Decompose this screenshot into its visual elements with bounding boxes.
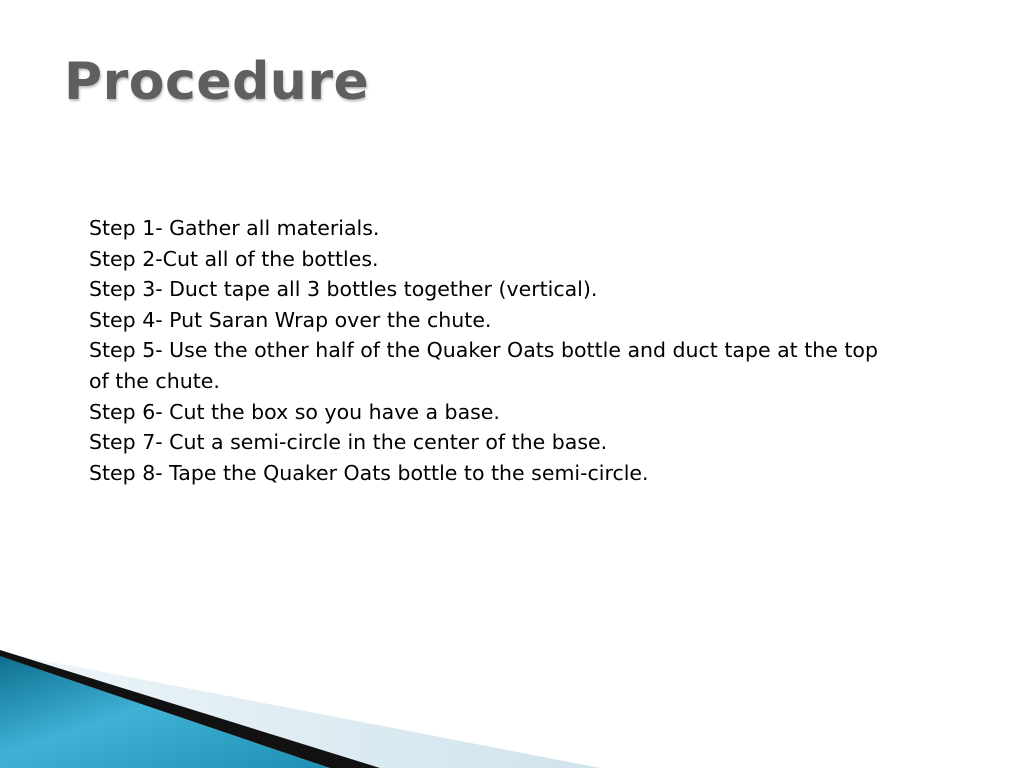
corner-decoration — [0, 638, 1024, 768]
slide-title: Procedure — [64, 52, 370, 112]
step-7: Step 7- Cut a semi-circle in the center of the base. — [89, 430, 608, 455]
step-3: Step 3- Duct tape all 3 bottles together (vertical). — [89, 277, 598, 302]
steps-list — [89, 213, 885, 488]
step-1: Step 1- Gather all materials. — [89, 216, 380, 240]
step-5: Step 5- Use the other half of the Quaker Oats bottle and duct tape at the top of the chute. — [89, 338, 885, 393]
step-4: Step 4- Put Saran Wrap over the chute. — [89, 307, 492, 332]
step-8: Step 8- Tape the Quaker Oats bottle to the semi-circle. — [89, 460, 649, 485]
step-6: Step 6- Cut the box so you have a base. — [89, 399, 500, 424]
step-2: Step 2-Cut all of the bottles. — [89, 246, 379, 271]
